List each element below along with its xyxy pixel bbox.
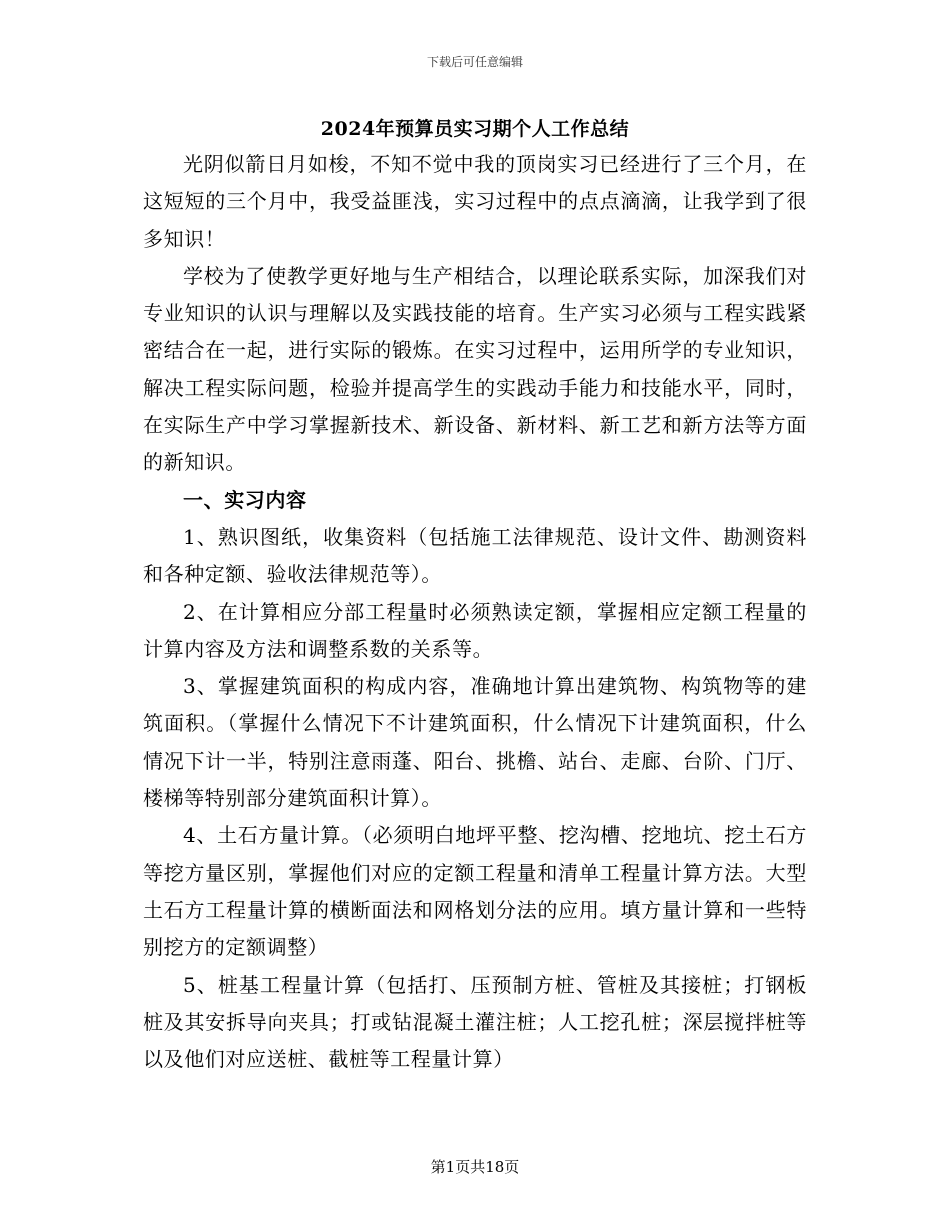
- list-item: 2、在计算相应分部工程量时必须熟读定额，掌握相应定额工程量的计算内容及方法和调整系数的关系等。: [143, 599, 807, 661]
- list-item: 4、土石方量计算。（必须明白地坪平整、挖沟槽、挖地坑、挖土石方等挖方量区别，掌握他们对应的定额工程量和清单工程量计算方法。大型土石方工程量计算的横断面法和网格划分法的应用。填方量计算和一些特别挖方的定额调整）: [143, 823, 807, 960]
- paragraph-background: 学校为了使教学更好地与生产相结合，以理论联系实际，加深我们对专业知识的认识与理解以及实践技能的培育。生产实习必须与工程实践紧密结合在一起，进行实际的锻炼。在实习过程中，运用所学的专业知识，解决工程实际问题，检验并提高学生的实践动手能力和技能水平，同时，在实际生产中学习掌握新技术、新设备、新材料、新工艺和新方法等方面的新知识。: [143, 263, 807, 475]
- header-note: 下载后可任意编辑: [426, 55, 523, 69]
- list-item: 1、熟识图纸，收集资料（包括施工法律规范、设计文件、勘测资料和各种定额、验收法律规范等）。: [143, 524, 807, 587]
- page-number: 第1页共18页: [430, 1158, 520, 1176]
- document-body: [143, 146, 807, 1078]
- list-item: 3、掌握建筑面积的构成内容，准确地计算出建筑物、构筑物等的建筑面积。（掌握什么情况下不计建筑面积，什么情况下计建筑面积，什么情况下计一半，特别注意雨蓬、阳台、挑檐、站台、走廊、台阶、门厅、楼梯等特别部分建筑面积计算）。: [143, 674, 807, 811]
- document-title: 2024年预算员实习期个人工作总结: [320, 118, 630, 140]
- paragraph-intro: 光阴似箭日月如梭，不知不觉中我的顶岗实习已经进行了三个月，在这短短的三个月中，我受益匪浅，实习过程中的点点滴滴，让我学到了很多知识！: [143, 152, 807, 251]
- list-item: 5、桩基工程量计算（包括打、压预制方桩、管桩及其接桩；打钢板桩及其安拆导向夹具；打或钻混凝土灌注桩；人工挖孔桩；深层搅拌桩等以及他们对应送桩、截桩等工程量计算）: [143, 972, 807, 1072]
- section-heading: 一、实习内容: [183, 487, 307, 512]
